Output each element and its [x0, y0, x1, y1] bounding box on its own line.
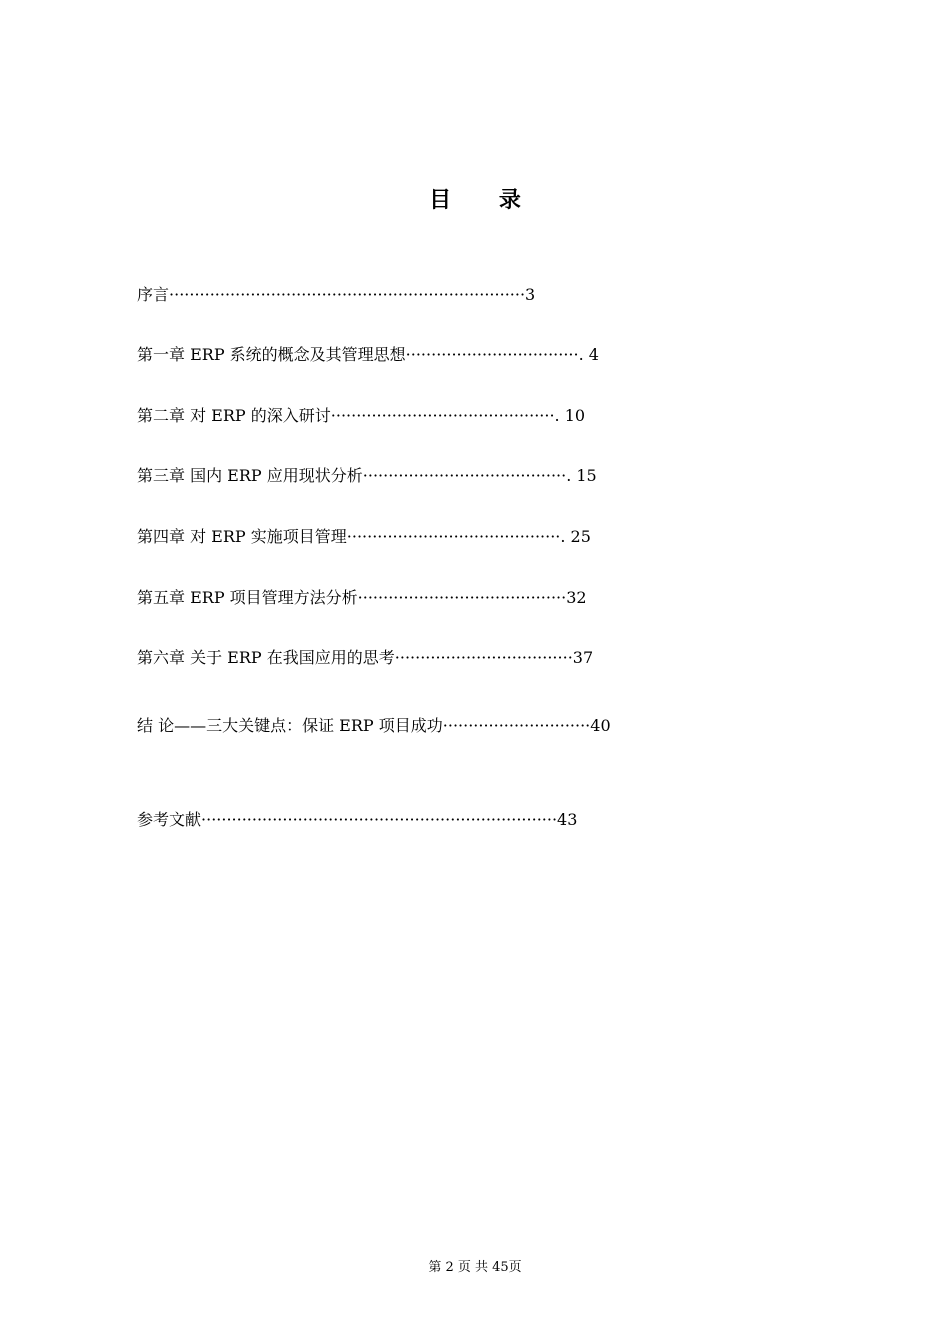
toc-page-number: . 25: [560, 527, 591, 546]
toc-dot-leader: ··········································: [346, 527, 561, 546]
page-title: 目 录: [429, 188, 541, 213]
toc-page-number: . 15: [566, 466, 597, 485]
toc-entry-label: 第四章 对 ERP 实施项目管理: [137, 527, 347, 546]
toc-page-number: 43: [557, 810, 578, 829]
toc-page-number: . 10: [554, 406, 586, 425]
toc-entry-label: 结 论——三大关键点：保证 ERP 项目成功: [137, 716, 443, 735]
toc-page-number: 3: [525, 285, 536, 304]
toc-dot-leader: ······································································: [169, 285, 526, 304]
toc-entry-preface[interactable]: [137, 283, 535, 307]
toc-page-number: 40: [590, 716, 611, 735]
toc-entry-conclusion[interactable]: [137, 714, 611, 738]
toc-page-number: 32: [566, 588, 587, 607]
toc-entry-chapter-3[interactable]: [137, 464, 597, 488]
toc-entry-label: 参考文献: [137, 810, 202, 829]
toc-entry-label: 第二章 对 ERP 的深入研讨: [137, 406, 331, 425]
toc-dot-leader: ········································: [362, 466, 567, 485]
toc-entry-references[interactable]: [137, 808, 577, 832]
toc-dot-leader: ······································································: [201, 810, 558, 829]
toc-entry-chapter-6[interactable]: [137, 646, 593, 670]
toc-entry-label: 第六章 关于 ERP 在我国应用的思考: [137, 648, 395, 667]
toc-dot-leader: ·········································: [357, 588, 567, 607]
toc-entry-chapter-1[interactable]: [137, 343, 599, 367]
toc-entry-chapter-4[interactable]: [137, 525, 591, 549]
page-footer: 第 2 页 共 45页: [428, 1260, 522, 1275]
toc-entry-label: 第五章 ERP 项目管理方法分析: [137, 588, 358, 607]
toc-dot-leader: ··································: [405, 345, 579, 364]
toc-page-number: . 4: [578, 345, 599, 364]
toc-dot-leader: ············································: [330, 406, 555, 425]
toc-entry-label: 序言: [137, 285, 170, 304]
toc-dot-leader: ·····························: [442, 716, 591, 735]
toc-entry-chapter-2[interactable]: [137, 404, 585, 428]
toc-entry-label: 第三章 国内 ERP 应用现状分析: [137, 466, 363, 485]
toc-dot-leader: ···································: [394, 648, 573, 667]
toc-page-number: 37: [572, 648, 594, 667]
toc-entry-label: 第一章 ERP 系统的概念及其管理思想: [137, 345, 406, 364]
toc-entry-chapter-5[interactable]: [137, 586, 587, 610]
